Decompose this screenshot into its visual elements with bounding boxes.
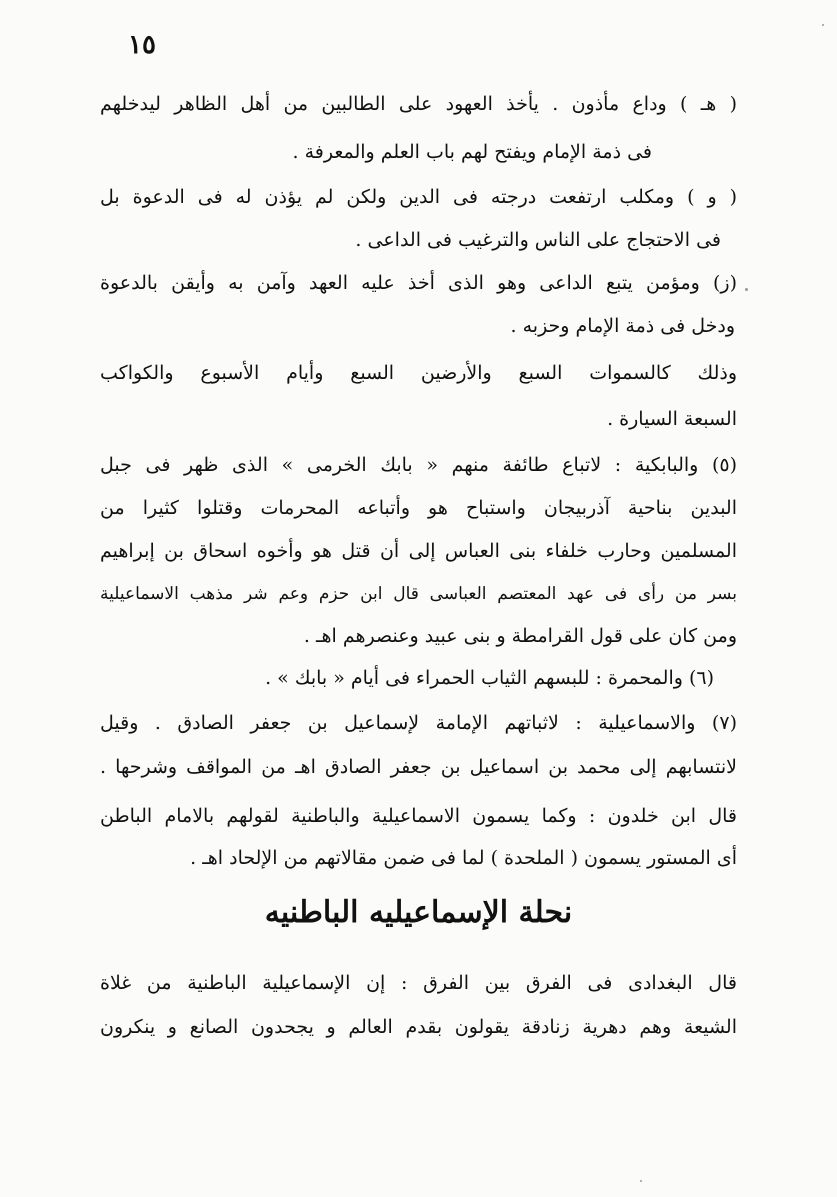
- text-line: البدين بناحية آذربيجان واستباح هو وأتباعه المحرمات وقتلوا كثيرا من: [100, 497, 737, 519]
- text-line: (ز) ومؤمن يتبع الداعى وهو الذى أخذ عليه العهد وآمن به وأيقن بالدعوة: [100, 272, 737, 294]
- text-line: قال ابن خلدون : وكما يسمون الاسماعيلية والباطنية لقولهم بالامام الباطن: [100, 805, 737, 827]
- text-line: أى المستور يسمون ( الملحدة ) لما فى ضمن مقالاتهم من الإلحاد اهـ .: [190, 847, 737, 869]
- scan-speck: [745, 288, 748, 291]
- text-line: السبعة السيارة .: [607, 408, 737, 430]
- text-line: وذلك كالسموات السبع والأرضين السبع وأيام الأسبوع والكواكب: [100, 362, 737, 384]
- text-line: بسر من رأى فى عهد المعتصم العباسى قال ابن حزم وعم شر مذهب الاسماعيلية: [100, 584, 737, 604]
- text-line: ودخل فى ذمة الإمام وحزبه .: [510, 315, 735, 337]
- text-line: قال البغدادى فى الفرق بين الفرق : إن الإسماعيلية الباطنية من غلاة: [100, 972, 737, 994]
- text-line: فى الاحتجاج على الناس والترغيب فى الداعى .: [355, 229, 721, 251]
- text-line: ومن كان على قول القرامطة و بنى عبيد وعنصرهم اهـ .: [303, 625, 737, 647]
- scan-speck: [640, 1180, 642, 1182]
- page-number: ١٥: [128, 30, 156, 60]
- text-line: (٦) والمحمرة : للبسهم الثياب الحمراء فى أيام « بابك » .: [265, 667, 714, 689]
- text-line: المسلمين وحارب خلفاء بنى العباس إلى أن قتل هو وأخوه اسحاق بن إبراهيم: [100, 540, 737, 562]
- scan-speck: [822, 24, 824, 26]
- text-line: (٧) والاسماعيلية : لاثباتهم الإمامة لإسماعيل بن جعفر الصادق . وقيل: [100, 712, 737, 734]
- text-line: ( هـ ) وداع مأذون . يأخذ العهود على الطالبين من أهل الظاهر ليدخلهم: [100, 93, 737, 115]
- text-line: لانتسابهم إلى محمد بن اسماعيل بن جعفر الصادق اهـ من المواقف وشرحها .: [100, 756, 737, 778]
- section-title: نحلة الإسماعيليه الباطنيه: [264, 895, 573, 930]
- text-line: الشيعة وهم دهرية زنادقة يقولون بقدم العالم و يجحدون الصانع و ينكرون: [100, 1016, 737, 1038]
- text-line: فى ذمة الإمام ويفتح لهم باب العلم والمعرفة .: [292, 141, 652, 163]
- text-line: ( و ) ومكلب ارتفعت درجته فى الدين ولكن لم يؤذن له فى الدعوة بل: [100, 186, 737, 208]
- text-line: (٥) والبابكية : لاتباع طائفة منهم « بابك الخرمى » الذى ظهر فى جبل: [100, 454, 737, 476]
